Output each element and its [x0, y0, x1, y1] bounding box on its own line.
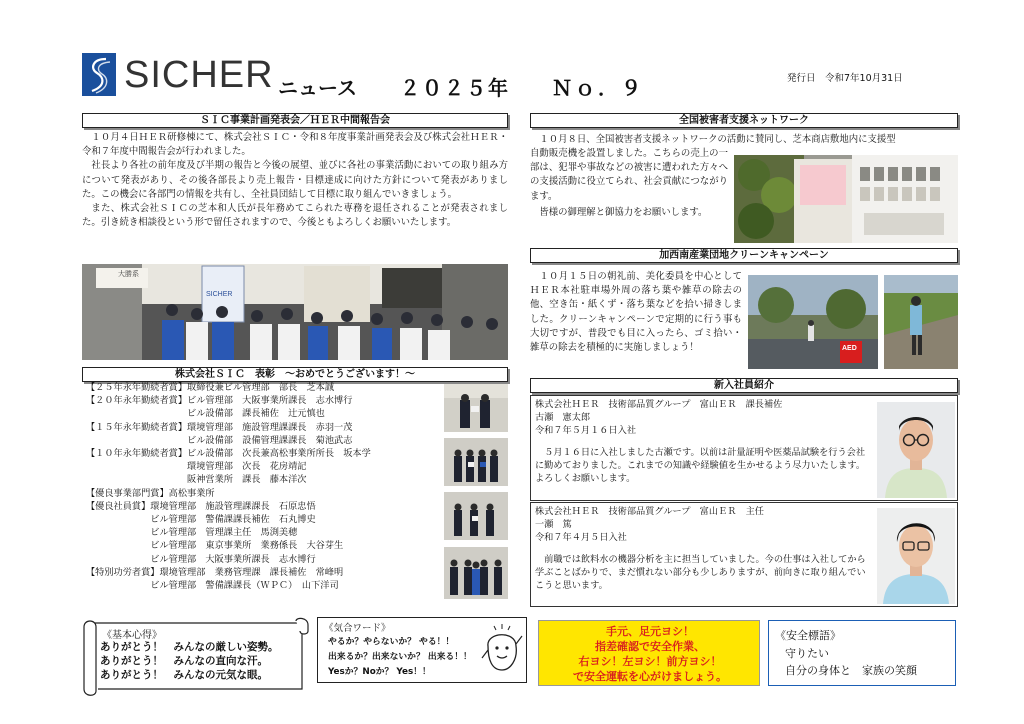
award-entry: 【優良事業部門賞】高松事業所	[86, 487, 215, 499]
award-entry: ビル管理部 大阪事業所課長 志水博行	[86, 553, 316, 565]
victims-section-title: 全国被害者支援ネットワーク	[530, 113, 958, 128]
award-entry: 【２０年永年勤続者賞】ビル管理部 大阪事業所課長 志水博行	[86, 395, 353, 407]
new-hire-affiliation: 株式会社ＨＥＲ 技術部品質グループ 富山ＥＲ 主任	[535, 506, 764, 517]
meeting-paragraph: １０月４日ＨＥＲ研修棟にて、株式会社ＳＩＣ・令和８年度事業計画発表会及び株式会社ＨＥＲ・令和７年度中間報告会が行われました。	[82, 132, 508, 158]
awards-section-title: 株式会社ＳＩＣ 表彰 ～おめでとうございます！～	[82, 367, 508, 382]
mascot-illustration	[480, 624, 524, 676]
safety-reminder-line: 指差確認で安全作業、	[595, 640, 705, 653]
award-entry: 環境管理部 次長 花房靖記	[86, 461, 307, 473]
issue-year: ２０２５年	[400, 76, 510, 100]
meeting-paragraph: 社長より各社の前年度及び半期の報告と今後の展望、並びに各社の事業活動においての取り組み方について発表があり、その後各部長より売上報告・目標達成に向けた方針について発表がありました。この機会に各部門の情報を共有し、全社員団結して目標に取り組んでいきましょう。	[82, 160, 508, 200]
new-hire-join-date: 令和７年４月５日入社	[535, 532, 627, 543]
meeting-article	[82, 131, 508, 230]
basic-principles-line: ありがとう！ みんなの厳しい姿勢。	[100, 641, 279, 653]
victims-closing-text: 皆様の御理解と御協力をお願いします。	[539, 207, 708, 218]
safety-slogan-line: 守りたい	[785, 647, 829, 660]
new-hire-card	[530, 502, 958, 607]
award-entry: 【特別功労者賞】環境管理部 業務管理課 課長補佐 常峰明	[86, 566, 344, 578]
victims-lead-text: １０月８日、全国被害者支援ネットワークの活動に賛同し、芝本商店敷地内に支援型	[539, 134, 896, 145]
meeting-section-title: ＳＩＣ事業計画発表会／ＨＥＲ中間報告会	[82, 113, 508, 128]
issue-date: 発行日 令和7年10月31日	[787, 73, 903, 84]
safety-reminder-box	[538, 620, 760, 686]
basic-principles-line: ありがとう！ みんなの直向な汗。	[100, 655, 268, 667]
award-entry: ビル管理部 管理課主任 馬渕美穂	[86, 527, 298, 539]
safety-slogan-title: 《安全標語》	[775, 629, 841, 642]
sicher-logo-mark	[82, 53, 116, 96]
basic-principles-line: ありがとう！ みんなの元気な眼。	[100, 669, 268, 681]
safety-slogan-box	[768, 620, 956, 686]
new-hire-name: 一瀬 篤	[535, 519, 572, 530]
basic-principles-title: 《基本心得》	[102, 630, 162, 641]
cleanup-section-title: 加西南産業団地クリーンキャンペーン	[530, 248, 958, 263]
awards-list	[86, 381, 438, 592]
new-hire-portrait	[877, 508, 955, 604]
spirit-words-line: 出来るか？出来ないか？ 出来る！！	[328, 652, 472, 662]
award-entry: 【１０年永年勤続者賞】ビル設備部 次長兼高松事業所所長 坂本学	[86, 448, 371, 460]
award-entry: ビル設備部 設備管理課課長 菊池武志	[86, 434, 353, 446]
new-hire-message: ５月１６日に入社しました古瀬です。以前は計量証明や医薬品試験を行う会社に勤めておりました。これまでの知識や経験値を生かせるよう尽力いたします。よろしくお願いします。	[535, 447, 866, 484]
basic-principles-scroll	[80, 617, 310, 697]
safety-reminder-line: 右ヨシ！左ヨシ！前方ヨシ！	[578, 655, 722, 668]
brand-name: SICHER	[124, 54, 274, 96]
award-entry: ビル管理部 警備課課長（ＷＰＣ） 山下洋司	[86, 580, 339, 592]
new-hires-section-title: 新入社員紹介	[530, 378, 958, 393]
award-entry: ビル管理部 警備課課長補佐 石丸博史	[86, 514, 316, 526]
award-entry: ビル設備部 課長補佐 辻元慎也	[86, 408, 325, 420]
spirit-words-line: やるか？やらないか？ やる！！	[328, 637, 455, 647]
cleanup-photo-1	[748, 275, 878, 369]
cleanup-body-text: １０月１５日の朝礼前、美化委員を中心としてＨＥＲ本社駐車場外周の落ち葉や雑草の除去の他、空き缶・紙くず・落ち葉などを拾い掃きしました。クリーンキャンペーンで定期的に行う事も大切ですが、普段でも目に入ったら、ゴミ拾い・雑草の除去を積極的に実施しましょう！	[530, 271, 742, 354]
award-photo	[444, 547, 508, 599]
safety-slogan-line: 自分の身体と 家族の笑顔	[785, 664, 917, 677]
new-hire-portrait	[877, 402, 955, 498]
new-hire-name: 古瀬 憲太郎	[535, 412, 591, 423]
safety-reminder-line: 手元、足元ヨシ！	[606, 625, 694, 638]
vending-machine-photo	[734, 155, 958, 243]
award-entry: 【優良社員賞】環境管理部 施設管理課課長 石原忠悟	[86, 500, 316, 512]
meeting-photo-sign: SICHER	[206, 291, 233, 298]
meeting-paragraph: また、株式会社ＳＩＣの芝本和人氏が長年務めてこられた専務を退任されることが発表されました。引き続き相談役という形で留任されますので、今後ともよろしくお願いいたします。	[82, 203, 508, 229]
new-hire-join-date: 令和７年５月１６日入社	[535, 425, 637, 436]
award-entry: ビル管理部 東京事業所 業務係長 大谷芽生	[86, 540, 344, 552]
issue-number: Ｎｏ．９	[552, 76, 644, 100]
aed-sign: AED	[842, 345, 857, 352]
meeting-photo-sign: 大勝系	[118, 270, 139, 278]
spirit-words-line: Yesか？Noか？ Yes！！	[328, 667, 431, 677]
award-entry: 【２５年永年勤続者賞】取締役兼ビル管理部 部長 芝本誠	[86, 382, 335, 393]
new-hire-message: 前職では飲料水の機器分析を主に担当していました。今の仕事は入社してから学ぶことばかりで、まだ慣れない部分も少しありますが、前向きに取り組んでいこうと思います。	[535, 554, 866, 591]
masthead	[82, 52, 942, 108]
award-photo	[444, 384, 508, 432]
meeting-photo	[82, 264, 508, 360]
cleanup-photo-2	[884, 275, 958, 369]
news-label: ニュース	[278, 76, 357, 100]
spirit-words-box	[317, 617, 527, 683]
new-hire-affiliation: 株式会社ＨＥＲ 技術部品質グループ 富山ＥＲ 課長補佐	[535, 399, 783, 410]
award-photo	[444, 438, 508, 486]
award-photo	[444, 492, 508, 540]
award-entry: 阪神営業所 課長 藤本洋次	[86, 474, 307, 486]
safety-reminder-line: で安全運転を心がけましょう。	[573, 670, 727, 683]
victims-body-text: 自動販売機を設置しました。こちらの売上の一部は、犯罪や事故などの被害に遭われた方々への支援活動に役立てられ、社会貢献につながります。	[530, 148, 728, 202]
award-entry: 【１５年永年勤続者賞】環境管理部 施設管理課課長 赤羽一茂	[86, 421, 353, 433]
spirit-words-title: 《気合ワード》	[324, 623, 391, 634]
new-hire-card	[530, 395, 958, 501]
